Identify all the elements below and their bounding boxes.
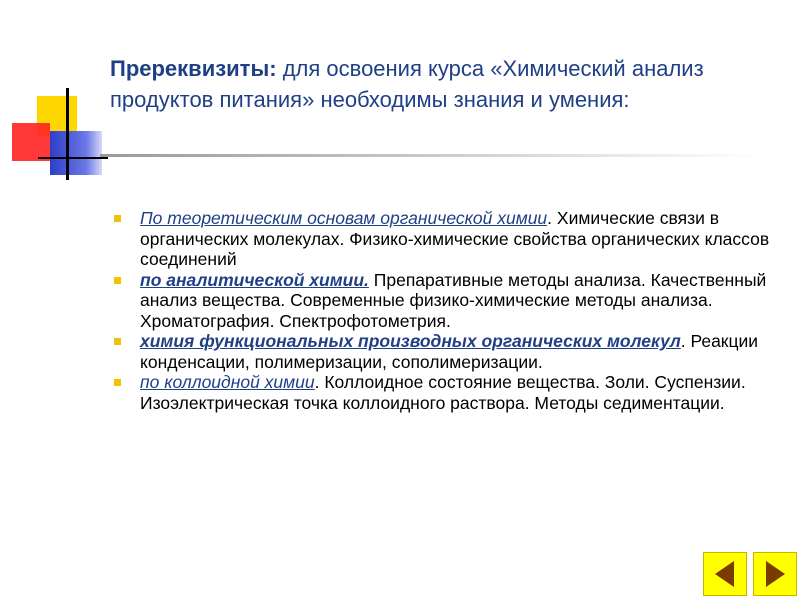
slide-navigation (703, 552, 797, 596)
list-item (110, 270, 775, 332)
logo-blue-square (50, 131, 102, 175)
item-topic: химия функциональных производных органических молекул (140, 331, 681, 351)
title-text: для освоения курса «Химический анализ продуктов питания» необходимы знания и умения: (110, 56, 704, 112)
item-text: Препаративные методы анализа. Качественный анализ вещества. Современные физико-химические методы анализа. Хроматография. Спектрофотометрия. (140, 269, 767, 331)
triangle-left-icon (712, 559, 738, 589)
decorative-logo (0, 0, 120, 190)
title-divider (100, 154, 760, 157)
logo-horizontal-line (38, 157, 108, 159)
item-text: . Коллоидное состояние вещества. Золи. Суспензии. Изоэлектрическая точка коллоидного раствора. Методы седиментации. (140, 372, 746, 413)
item-topic: По теоретическим основам органической химии (140, 208, 548, 228)
title-bold-part: Пререквизиты: (110, 56, 277, 81)
item-text: . Реакции конденсации, полимеризации, сополимеризации. (140, 331, 759, 372)
item-topic: по аналитической химии. (140, 269, 369, 290)
bullet-list (110, 208, 775, 413)
bullet-square-icon (114, 277, 121, 284)
bullet-square-icon (114, 215, 121, 222)
list-item (110, 331, 775, 372)
logo-red-square (12, 123, 50, 161)
list-item (110, 372, 775, 413)
previous-slide-button[interactable] (703, 552, 747, 596)
bullet-square-icon (114, 379, 121, 386)
bullet-square-icon (114, 338, 121, 345)
item-topic: по коллоидной химии (140, 372, 315, 392)
item-text: . Химические связи в органических молекулах. Физико-химические свойства органических классов соединений (140, 208, 770, 269)
list-item (110, 208, 775, 270)
next-slide-button[interactable] (753, 552, 797, 596)
slide-title (110, 53, 760, 115)
triangle-right-icon (762, 559, 788, 589)
logo-vertical-line (66, 88, 69, 180)
